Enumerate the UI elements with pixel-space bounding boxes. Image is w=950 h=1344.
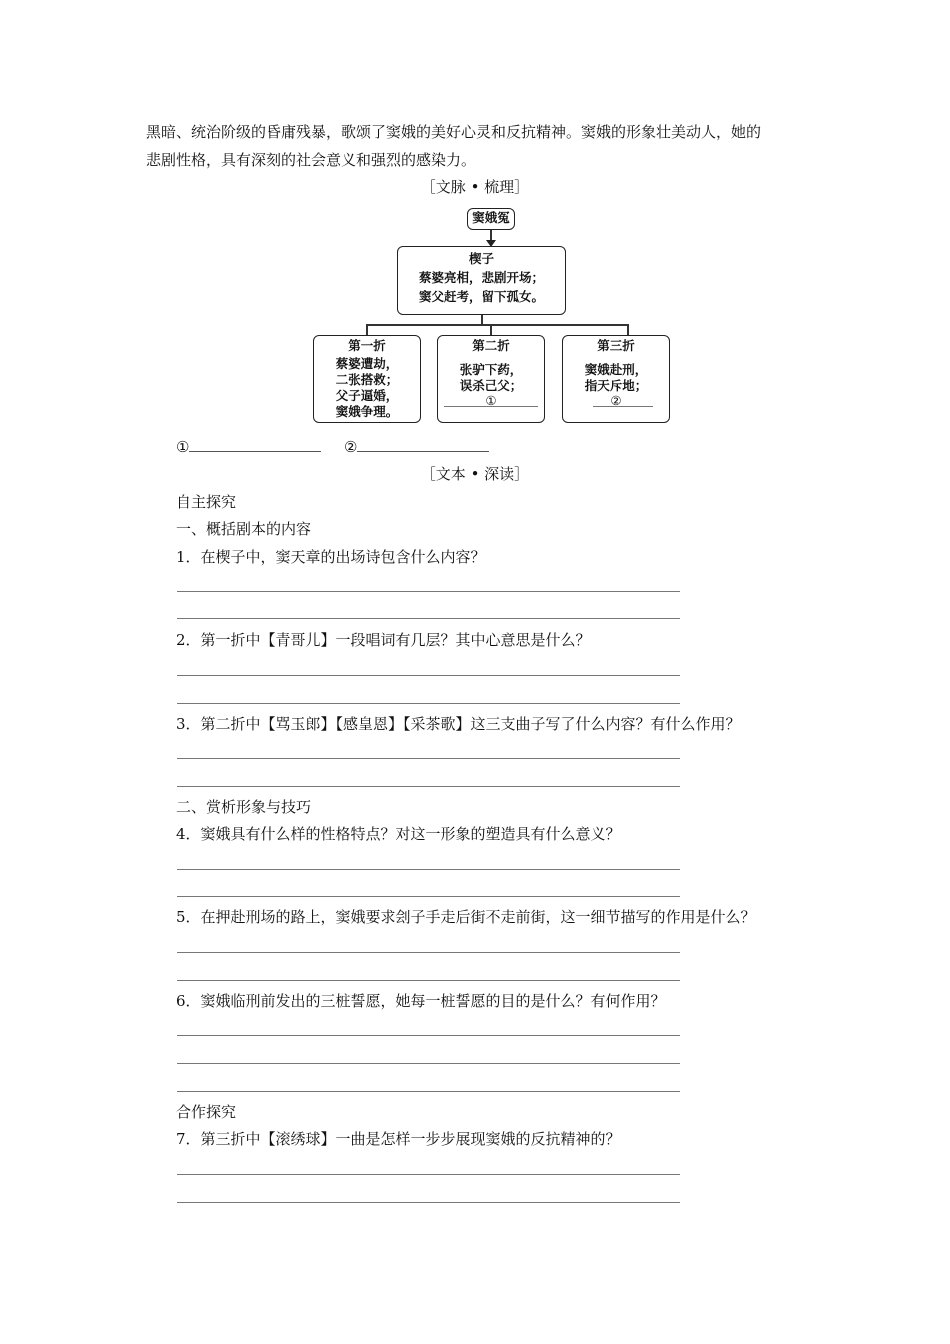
answer-line[interactable] [177, 1091, 680, 1092]
answer-line[interactable] [177, 1174, 680, 1175]
part1-heading: 一、概括剧本的内容 [176, 520, 312, 538]
answer-blank-1[interactable] [176, 436, 321, 458]
act2-line: 张驴下药， [459, 362, 523, 377]
act1-line: 父子逼婚， [335, 388, 399, 403]
xiezi-heading: 楔子 [468, 251, 494, 266]
answer-line[interactable] [177, 758, 680, 759]
diagram-connector [366, 324, 628, 326]
answer-line[interactable] [177, 703, 680, 704]
question-7: 7．第三折中【滚绣球】一曲是怎样一步步展现窦娥的反抗精神的？ [176, 1130, 621, 1148]
act2-blank-line [444, 406, 538, 407]
answer-line[interactable] [177, 980, 680, 981]
zizhu-heading: 自主探究 [176, 493, 237, 511]
answer-line[interactable] [177, 675, 680, 676]
hezuo-heading: 合作探究 [176, 1103, 237, 1121]
question-1: 1．在楔子中，窦天章的出场诗包含什么内容？ [176, 548, 486, 566]
xiezi-line-1: 蔡婆亮相，悲剧开场； [418, 270, 544, 285]
act3-blank-line [593, 406, 653, 407]
act2-line: 误杀己父； [459, 378, 523, 393]
xiezi-line-2: 窦父赶考，留下孤女。 [418, 289, 544, 304]
act1-heading: 第一折 [348, 338, 386, 353]
question-5: 5．在押赴刑场的路上，窦娥要求刽子手走后街不走前街，这一细节描写的作用是什么？ [176, 908, 756, 926]
answer-line[interactable] [177, 591, 680, 592]
question-4: 4．窦娥具有什么样的性格特点？对这一形象的塑造具有什么意义？ [176, 825, 621, 843]
act2-heading: 第二折 [472, 338, 510, 353]
answer-line[interactable] [177, 1035, 680, 1036]
answer-blank-2-label: ② [344, 438, 358, 456]
answer-line[interactable] [177, 869, 680, 870]
act3-line: 指天斥地； [584, 378, 648, 393]
diagram-connector [627, 324, 629, 335]
answer-line[interactable] [177, 896, 680, 897]
answer-line[interactable] [177, 786, 680, 787]
diagram-connector [366, 324, 368, 335]
intro-line-2: 悲剧性格，具有深刻的社会意义和强烈的感染力。 [146, 151, 477, 169]
diagram-xiezi-box [397, 246, 566, 315]
question-2: 2．第一折中【青哥儿】一段唱词有几层？其中心意思是什么？ [176, 631, 591, 649]
question-6: 6．窦娥临刑前发出的三桩誓愿，她每一桩誓愿的目的是什么？有何作用？ [176, 992, 666, 1010]
diagram-connector [490, 324, 492, 335]
diagram-title-box [467, 208, 515, 230]
act1-line: 窦娥争理。 [335, 404, 399, 419]
diagram-title: 窦娥冤 [472, 210, 510, 225]
diagram-act3-box [562, 335, 670, 423]
section-heading-wenben: ［文本 • 深读］ [420, 465, 530, 483]
act3-heading: 第三折 [597, 338, 635, 353]
answer-blank-1-label: ① [176, 438, 190, 456]
question-3: 3．第二折中【骂玉郎】【感皇恩】【采茶歌】这三支曲子写了什么内容？有什么作用？ [176, 715, 741, 733]
act2-blank-label: ① [485, 393, 497, 408]
act3-line: 窦娥赴刑， [584, 362, 648, 377]
diagram-act2-box [437, 335, 545, 423]
intro-line-1: 黑暗、统治阶级的昏庸残暴，歌颂了窦娥的美好心灵和反抗精神。窦娥的形象壮美动人，她的 [146, 123, 762, 141]
act3-blank-label: ② [610, 393, 622, 408]
part2-heading: 二、赏析形象与技巧 [176, 798, 312, 816]
answer-line[interactable] [177, 618, 680, 619]
section-heading-wenmai: ［文脉 • 梳理］ [420, 178, 530, 196]
diagram-act1-box [313, 335, 421, 423]
act1-line: 二张搭救； [335, 372, 399, 387]
act1-line: 蔡婆遭劫， [335, 356, 399, 371]
answer-line[interactable] [177, 952, 680, 953]
answer-line[interactable] [177, 1202, 680, 1203]
answer-line[interactable] [177, 1063, 680, 1064]
answer-blank-2[interactable] [344, 436, 489, 458]
